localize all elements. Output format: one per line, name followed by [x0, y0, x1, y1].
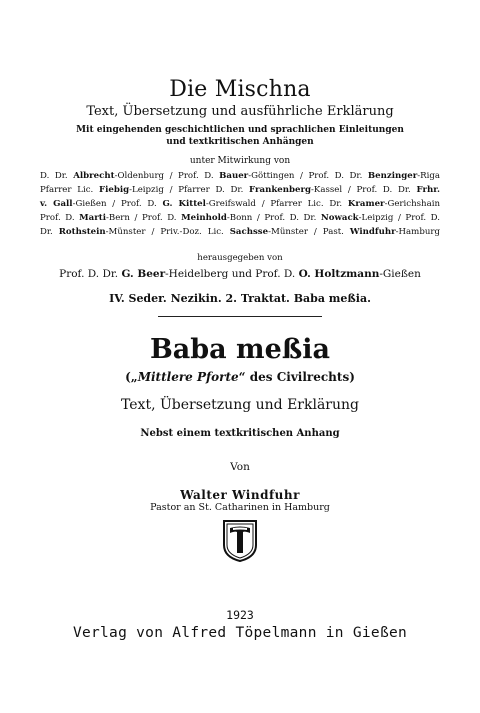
divider-rule	[158, 316, 322, 317]
collaborators-line: Pfarrer Lic. Fiebig-Leipzig / Pfarrer D. Dr. Frankenberg-Kassel / Prof. D. Dr. Frhr.	[40, 185, 440, 195]
editors-line: Prof. D. Dr. G. Beer-Heidelberg und Prof. D. O. Holtzmann-Gießen	[59, 268, 421, 280]
author-title: Pastor an St. Catharinen in Hamburg	[150, 502, 330, 513]
volume-description: Text, Übersetzung und Erklärung	[121, 397, 359, 413]
author-name: Walter Windfuhr	[180, 488, 300, 502]
order-tractate-line: IV. Seder. Nezikin. 2. Traktat. Baba meßia.	[109, 292, 371, 305]
volume-subtitle: („Mittlere Pforte“ des Civilrechts)	[125, 370, 355, 384]
volume-title: Baba meßia	[149, 334, 331, 365]
collaborators-line: v. Gall-Gießen / Prof. D. G. Kittel-Greifswald / Pfarrer Lic. Dr. Kramer-Gerichshain	[40, 199, 440, 209]
collaborators-line: Prof. D. Marti-Bern / Prof. D. Meinhold-Bonn / Prof. D. Dr. Nowack-Leipzig / Prof. D.	[40, 213, 440, 223]
series-intro-line-2: und textkritischen Anhängen	[166, 137, 314, 147]
publisher-logo-icon	[222, 519, 258, 562]
series-title: Die Mischna	[169, 77, 311, 102]
publisher-line: Verlag von Alfred Töpelmann in Gießen	[72, 625, 408, 641]
by-label: Von	[230, 461, 250, 473]
series-intro-line-1: Mit eingehenden geschichtlichen und sprachlichen Einleitungen	[76, 125, 404, 135]
collaborators-line: Dr. Rothstein-Münster / Priv.-Doz. Lic. Sachsse-Münster / Past. Windfuhr-Hamburg	[40, 227, 440, 237]
appendix-note: Nebst einem textkritischen Anhang	[140, 428, 340, 439]
collaborators-intro: unter Mitwirkung von	[189, 156, 291, 166]
edited-by-label: herausgegeben von	[197, 253, 283, 263]
collaborators-line: D. Dr. Albrecht-Oldenburg / Prof. D. Bauer-Göttingen / Prof. D. Dr. Benzinger-Riga	[40, 171, 440, 181]
series-subtitle: Text, Übersetzung und ausführliche Erklärung	[86, 104, 394, 119]
publication-year: 1923	[226, 608, 254, 622]
